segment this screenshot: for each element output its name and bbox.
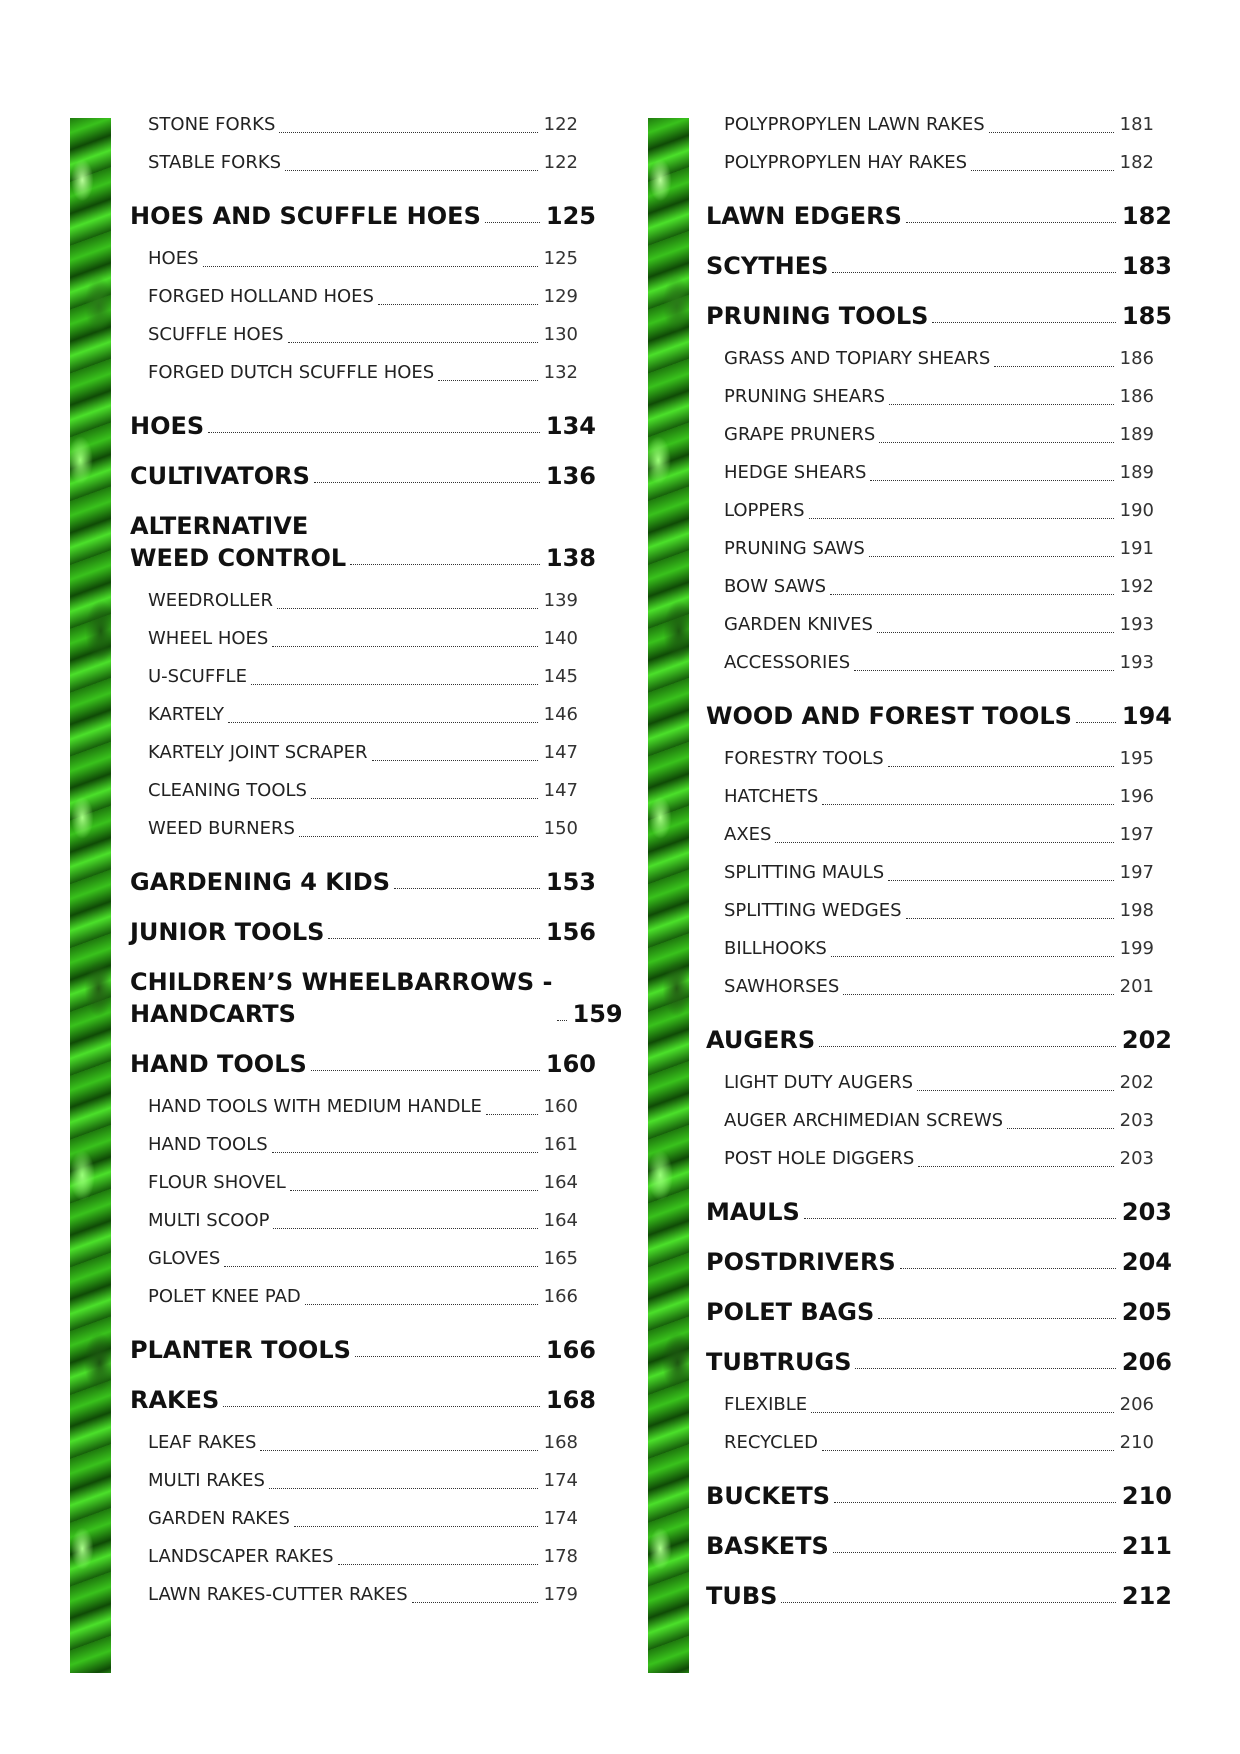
dot-leader	[279, 132, 537, 133]
subentry-title: POLET KNEE PAD	[148, 1286, 301, 1307]
page-number: 136	[545, 462, 596, 490]
section-title: TUBTRUGS	[706, 1348, 852, 1376]
toc-subentry[interactable]	[706, 892, 1172, 930]
subentry-title: PRUNING SHEARS	[724, 386, 886, 407]
page-number: 189	[1119, 462, 1154, 483]
subentry-title: RECYCLED	[724, 1432, 818, 1453]
dot-leader	[809, 518, 1114, 519]
dot-leader	[1076, 722, 1116, 723]
dot-leader	[878, 1318, 1116, 1319]
toc-subentry[interactable]	[130, 144, 596, 182]
subentry-title: ACCESSORIES	[724, 652, 851, 673]
dot-leader	[350, 564, 540, 565]
subentry-title: AUGER ARCHIMEDIAN SCREWS	[724, 1110, 1004, 1131]
page-number: 159	[572, 1000, 623, 1028]
dot-leader	[811, 1412, 1113, 1413]
dot-leader	[971, 170, 1114, 171]
section-title: RAKES	[130, 1386, 220, 1414]
subentry-title: LAWN RAKES-CUTTER RAKES	[148, 1584, 408, 1605]
page-number: 183	[1121, 252, 1172, 280]
page-number: 153	[545, 868, 596, 896]
toc-subentry[interactable]	[706, 1386, 1172, 1424]
subentry-title: HATCHETS	[724, 786, 819, 807]
toc-subentry[interactable]	[706, 778, 1172, 816]
dot-leader	[870, 480, 1113, 481]
dot-leader	[822, 1450, 1114, 1451]
subentry-title: HOES	[148, 248, 199, 269]
subentry-title: HEDGE SHEARS	[724, 462, 867, 483]
dot-leader	[355, 1356, 540, 1357]
dot-leader	[328, 938, 539, 939]
dot-leader	[294, 1526, 538, 1527]
page-number: 181	[1119, 114, 1154, 135]
section-title: BASKETS	[706, 1532, 829, 1560]
dot-leader	[208, 432, 540, 433]
dot-leader	[831, 956, 1114, 957]
toc-subentry[interactable]	[706, 930, 1172, 968]
dot-leader	[932, 322, 1115, 323]
subentry-title: STABLE FORKS	[148, 152, 282, 173]
dot-leader	[260, 1450, 537, 1451]
toc-subentry[interactable]	[706, 416, 1172, 454]
dot-leader	[855, 1368, 1115, 1369]
page-number: 125	[545, 202, 596, 230]
subentry-title: SPLITTING MAULS	[724, 862, 885, 883]
page-number: 198	[1119, 900, 1154, 921]
section-title: JUNIOR TOOLS	[130, 918, 325, 946]
page-number: 202	[1119, 1072, 1154, 1093]
toc-section[interactable]	[706, 1580, 1172, 1612]
dot-leader	[311, 798, 538, 799]
subentry-title: GRAPE PRUNERS	[724, 424, 876, 445]
toc-subentry[interactable]	[706, 1424, 1172, 1462]
dot-leader	[224, 1266, 537, 1267]
page-number: 203	[1121, 1198, 1172, 1226]
toc-section[interactable]	[130, 1334, 596, 1366]
page-number: 161	[543, 1134, 578, 1155]
page-number: 210	[1119, 1432, 1154, 1453]
dot-leader	[285, 170, 538, 171]
dot-leader	[438, 380, 537, 381]
dot-leader	[906, 222, 1116, 223]
dot-leader	[272, 1152, 538, 1153]
page-number: 197	[1119, 824, 1154, 845]
dot-leader	[485, 222, 540, 223]
page-number: 190	[1119, 500, 1154, 521]
subentry-title: SCUFFLE HOES	[148, 324, 284, 345]
dot-leader	[299, 836, 538, 837]
page-number: 130	[543, 324, 578, 345]
page-number: 129	[543, 286, 578, 307]
toc-subentry[interactable]	[706, 568, 1172, 606]
dot-leader	[918, 1166, 1113, 1167]
dot-leader	[889, 404, 1114, 405]
page-number: 196	[1119, 786, 1154, 807]
page-number: 156	[545, 918, 596, 946]
section-title: SCYTHES	[706, 252, 829, 280]
toc-section[interactable]	[706, 200, 1172, 232]
toc-subentry[interactable]	[706, 106, 1172, 144]
subentry-title: FORGED DUTCH SCUFFLE HOES	[148, 362, 435, 383]
toc-column-right	[706, 106, 1172, 1620]
page-number: 122	[543, 114, 578, 135]
toc-section[interactable]	[706, 1346, 1172, 1378]
page-number: 191	[1119, 538, 1154, 559]
dot-leader	[994, 366, 1113, 367]
page-number: 165	[543, 1248, 578, 1269]
section-title	[130, 510, 346, 574]
page-number: 193	[1119, 652, 1154, 673]
dot-leader	[372, 760, 538, 761]
section-title: HOES AND SCUFFLE HOES	[130, 202, 481, 230]
toc-subentry[interactable]	[130, 278, 596, 316]
toc-section[interactable]	[130, 510, 596, 574]
toc-subentry[interactable]	[130, 1424, 596, 1462]
page-number: 139	[543, 590, 578, 611]
page-number: 145	[543, 666, 578, 687]
toc-section[interactable]	[706, 300, 1172, 332]
page-number: 211	[1121, 1532, 1172, 1560]
dot-leader	[557, 1020, 567, 1021]
subentry-title: PRUNING SAWS	[724, 538, 865, 559]
page-number: 164	[543, 1172, 578, 1193]
dot-leader	[394, 888, 540, 889]
subentry-title: GARDEN RAKES	[148, 1508, 290, 1529]
subentry-title: WEED BURNERS	[148, 818, 295, 839]
page-number: 202	[1121, 1026, 1172, 1054]
dot-leader	[314, 482, 540, 483]
page-number: 150	[543, 818, 578, 839]
page-number: 203	[1119, 1110, 1154, 1131]
page-number: 186	[1119, 348, 1154, 369]
toc-subentry[interactable]	[706, 454, 1172, 492]
dot-leader	[804, 1218, 1116, 1219]
subentry-title: SAWHORSES	[724, 976, 840, 997]
page-number: 174	[543, 1470, 578, 1491]
toc-subentry[interactable]	[130, 810, 596, 848]
section-title: TUBS	[706, 1582, 778, 1610]
subentry-title: HAND TOOLS WITH MEDIUM HANDLE	[148, 1096, 482, 1117]
toc-subentry[interactable]	[130, 1462, 596, 1500]
toc-section[interactable]	[706, 1246, 1172, 1278]
subentry-title: WHEEL HOES	[148, 628, 269, 649]
dot-leader	[305, 1304, 538, 1305]
subentry-title: POST HOLE DIGGERS	[724, 1148, 915, 1169]
subentry-title: STONE FORKS	[148, 114, 276, 135]
dot-leader	[906, 918, 1114, 919]
toc-subentry[interactable]	[706, 968, 1172, 1006]
dot-leader	[228, 722, 538, 723]
page-number: 122	[543, 152, 578, 173]
dot-leader	[869, 556, 1114, 557]
section-title: HAND TOOLS	[130, 1050, 307, 1078]
toc-subentry[interactable]	[130, 658, 596, 696]
toc-subentry[interactable]	[706, 854, 1172, 892]
toc-section[interactable]	[130, 1048, 596, 1080]
dot-leader	[888, 880, 1113, 881]
page-number: 182	[1119, 152, 1154, 173]
section-title: POSTDRIVERS	[706, 1248, 896, 1276]
page-number: 138	[545, 544, 596, 572]
subentry-title: HAND TOOLS	[148, 1134, 268, 1155]
section-title	[130, 966, 553, 1030]
dot-leader	[338, 1564, 538, 1565]
subentry-title: LEAF RAKES	[148, 1432, 257, 1453]
toc-section[interactable]	[130, 460, 596, 492]
page-number: 125	[543, 248, 578, 269]
section-title: MAULS	[706, 1198, 800, 1226]
dot-leader	[277, 608, 538, 609]
toc-section[interactable]	[130, 866, 596, 898]
page-number: 192	[1119, 576, 1154, 597]
toc-section[interactable]	[706, 250, 1172, 282]
dot-leader	[879, 442, 1113, 443]
toc-subentry[interactable]	[130, 1500, 596, 1538]
section-title-line: ALTERNATIVE	[130, 512, 309, 540]
subentry-title: WEEDROLLER	[148, 590, 274, 611]
page-number: 140	[543, 628, 578, 649]
subentry-title: KARTELY	[148, 704, 224, 725]
section-title: POLET BAGS	[706, 1298, 875, 1326]
page-number: 186	[1119, 386, 1154, 407]
toc-subentry[interactable]	[130, 1278, 596, 1316]
toc-subentry[interactable]	[706, 1064, 1172, 1102]
subentry-title: MULTI RAKES	[148, 1470, 265, 1491]
dot-leader	[273, 1228, 537, 1229]
toc-subentry[interactable]	[130, 620, 596, 658]
dot-leader	[290, 1190, 538, 1191]
dot-leader	[843, 994, 1113, 995]
toc-subentry[interactable]	[706, 1140, 1172, 1178]
page-number: 212	[1121, 1582, 1172, 1610]
dot-leader	[834, 1502, 1116, 1503]
section-title: PLANTER TOOLS	[130, 1336, 351, 1364]
page-number: 146	[543, 704, 578, 725]
toc-column-left	[130, 106, 623, 1614]
subentry-title: BOW SAWS	[724, 576, 827, 597]
page-number: 160	[543, 1096, 578, 1117]
toc-subentry[interactable]	[130, 772, 596, 810]
leaf-decoration-strip-left	[70, 118, 111, 1673]
page-number: 206	[1119, 1394, 1154, 1415]
toc-subentry[interactable]	[130, 1202, 596, 1240]
page-number: 166	[545, 1336, 596, 1364]
toc-section[interactable]	[130, 916, 596, 948]
subentry-title: POLYPROPYLEN LAWN RAKES	[724, 114, 985, 135]
subentry-title: LOPPERS	[724, 500, 805, 521]
section-title: BUCKETS	[706, 1482, 831, 1510]
page-number: 132	[543, 362, 578, 383]
dot-leader	[917, 1090, 1114, 1091]
page-number: 203	[1119, 1148, 1154, 1169]
section-title-line: HANDCARTS	[130, 1000, 296, 1028]
subentry-title: SPLITTING WEDGES	[724, 900, 902, 921]
toc-section[interactable]	[706, 1196, 1172, 1228]
page-number: 164	[543, 1210, 578, 1231]
page-number: 185	[1121, 302, 1172, 330]
section-title: PRUNING TOOLS	[706, 302, 929, 330]
subentry-title: FLOUR SHOVEL	[148, 1172, 286, 1193]
page-number: 147	[543, 742, 578, 763]
dot-leader	[989, 132, 1114, 133]
leaf-decoration-strip-right	[648, 118, 689, 1673]
dot-leader	[251, 684, 538, 685]
section-title-line: WEED CONTROL	[130, 544, 347, 572]
toc-subentry[interactable]	[130, 1240, 596, 1278]
dot-leader	[272, 646, 537, 647]
dot-leader	[378, 304, 538, 305]
subentry-title: FLEXIBLE	[724, 1394, 808, 1415]
page-number: 194	[1121, 702, 1172, 730]
dot-leader	[819, 1046, 1116, 1047]
page-number: 210	[1121, 1482, 1172, 1510]
page-number: 147	[543, 780, 578, 801]
page-number: 160	[545, 1050, 596, 1078]
dot-leader	[203, 266, 538, 267]
page-number: 168	[545, 1386, 596, 1414]
page-number: 206	[1121, 1348, 1172, 1376]
subentry-title: FORGED HOLLAND HOES	[148, 286, 374, 307]
toc-subentry[interactable]	[130, 734, 596, 772]
toc-subentry[interactable]	[130, 1164, 596, 1202]
toc-subentry[interactable]	[706, 144, 1172, 182]
toc-subentry[interactable]	[706, 378, 1172, 416]
dot-leader	[288, 342, 538, 343]
page-number: 182	[1121, 202, 1172, 230]
page-number: 178	[543, 1546, 578, 1567]
dot-leader	[311, 1070, 540, 1071]
dot-leader	[900, 1268, 1116, 1269]
toc-section[interactable]	[706, 1480, 1172, 1512]
toc-subentry[interactable]	[130, 1576, 596, 1614]
toc-subentry[interactable]	[130, 582, 596, 620]
toc-section[interactable]	[130, 410, 596, 442]
toc-section[interactable]	[706, 700, 1172, 732]
toc-subentry[interactable]	[130, 316, 596, 354]
section-title: LAWN EDGERS	[706, 202, 902, 230]
section-title: CULTIVATORS	[130, 462, 310, 490]
subentry-title: U-SCUFFLE	[148, 666, 247, 687]
dot-leader	[833, 1552, 1116, 1553]
subentry-title: LIGHT DUTY AUGERS	[724, 1072, 914, 1093]
subentry-title: FORESTRY TOOLS	[724, 748, 884, 769]
section-title: HOES	[130, 412, 205, 440]
dot-leader	[888, 766, 1114, 767]
page-number: 195	[1119, 748, 1154, 769]
subentry-title: BILLHOOKS	[724, 938, 827, 959]
toc-subentry[interactable]	[706, 644, 1172, 682]
toc-section[interactable]	[706, 1530, 1172, 1562]
subentry-title: LANDSCAPER RAKES	[148, 1546, 334, 1567]
page-number: 197	[1119, 862, 1154, 883]
section-title: GARDENING 4 KIDS	[130, 868, 391, 896]
toc-section[interactable]	[130, 1384, 596, 1416]
toc-subentry[interactable]	[130, 1538, 596, 1576]
section-title: WOOD AND FOREST TOOLS	[706, 702, 1072, 730]
dot-leader	[822, 804, 1113, 805]
dot-leader	[854, 670, 1114, 671]
page-number: 201	[1119, 976, 1154, 997]
toc-subentry[interactable]	[706, 606, 1172, 644]
toc-subentry[interactable]	[130, 1088, 596, 1126]
dot-leader	[877, 632, 1114, 633]
subentry-title: GLOVES	[148, 1248, 221, 1269]
toc-subentry[interactable]	[706, 530, 1172, 568]
dot-leader	[269, 1488, 538, 1489]
page-number: 204	[1121, 1248, 1172, 1276]
section-title: AUGERS	[706, 1026, 816, 1054]
toc-section[interactable]	[130, 966, 623, 1030]
dot-leader	[1007, 1128, 1114, 1129]
subentry-title: KARTELY JOINT SCRAPER	[148, 742, 368, 763]
toc-subentry[interactable]	[130, 106, 596, 144]
toc-subentry[interactable]	[706, 492, 1172, 530]
toc-subentry[interactable]	[130, 696, 596, 734]
page-number: 168	[543, 1432, 578, 1453]
toc-section[interactable]	[130, 200, 596, 232]
dot-leader	[223, 1406, 540, 1407]
section-title-line: CHILDREN’S WHEELBARROWS -	[130, 968, 553, 996]
toc-subentry[interactable]	[706, 340, 1172, 378]
page-number: 199	[1119, 938, 1154, 959]
dot-leader	[412, 1602, 538, 1603]
page-number: 193	[1119, 614, 1154, 635]
page-number: 134	[545, 412, 596, 440]
subentry-title: AXES	[724, 824, 772, 845]
toc-section[interactable]	[706, 1296, 1172, 1328]
toc-subentry[interactable]	[130, 354, 596, 392]
dot-leader	[775, 842, 1113, 843]
toc-subentry[interactable]	[130, 1126, 596, 1164]
subentry-title: GRASS AND TOPIARY SHEARS	[724, 348, 991, 369]
toc-subentry[interactable]	[130, 240, 596, 278]
dot-leader	[486, 1114, 538, 1115]
subentry-title: GARDEN KNIVES	[724, 614, 873, 635]
subentry-title: MULTI SCOOP	[148, 1210, 270, 1231]
toc-subentry[interactable]	[706, 816, 1172, 854]
page-number: 174	[543, 1508, 578, 1529]
page-number: 205	[1121, 1298, 1172, 1326]
subentry-title: CLEANING TOOLS	[148, 780, 307, 801]
dot-leader	[830, 594, 1114, 595]
page-number: 189	[1119, 424, 1154, 445]
dot-leader	[781, 1602, 1115, 1603]
toc-section[interactable]	[706, 1024, 1172, 1056]
dot-leader	[832, 272, 1115, 273]
page-number: 179	[543, 1584, 578, 1605]
toc-subentry[interactable]	[706, 740, 1172, 778]
toc-subentry[interactable]	[706, 1102, 1172, 1140]
page-number: 166	[543, 1286, 578, 1307]
subentry-title: POLYPROPYLEN HAY RAKES	[724, 152, 968, 173]
